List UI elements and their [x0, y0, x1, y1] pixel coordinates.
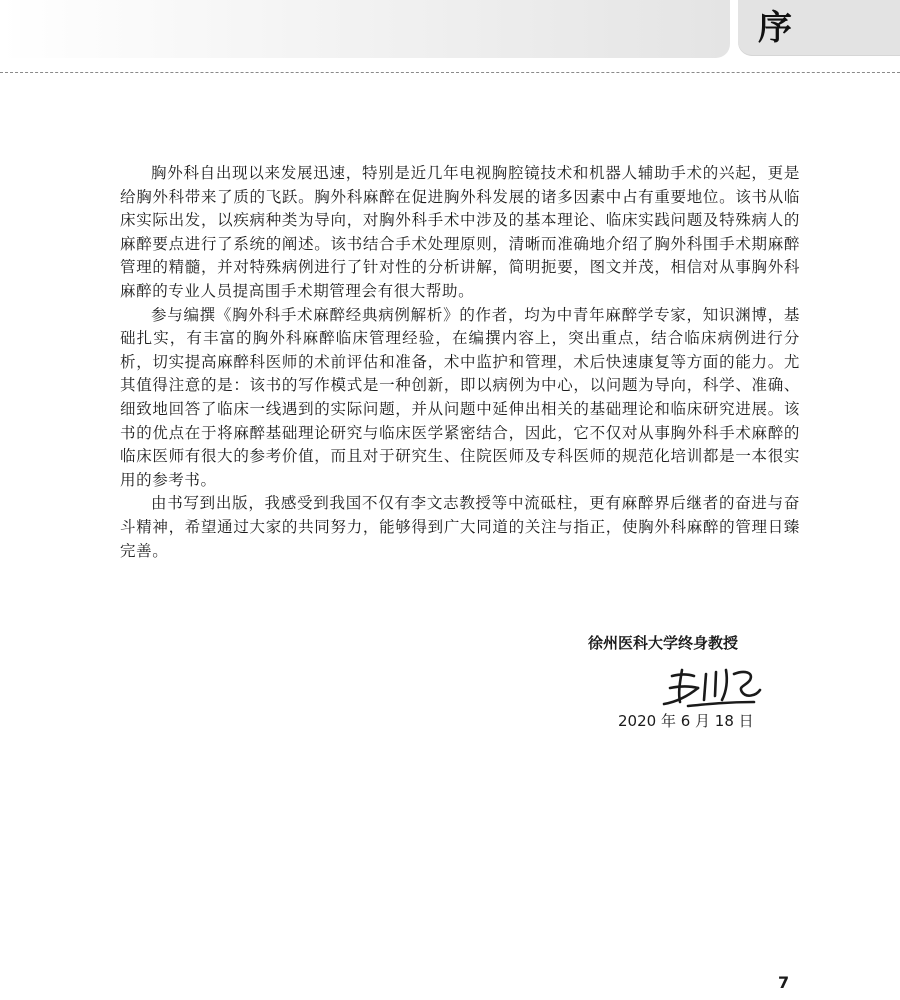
signature-date: 2020 年 6 月 18 日 — [618, 712, 754, 730]
author-affiliation: 徐州医科大学终身教授 — [588, 634, 739, 652]
preface-paragraph-3: 由书写到出版，我感受到我国不仅有李文志教授等中流砥柱，更有麻醉界后继者的奋进与奋斗精神，希望通过大家的共同努力，能够得到广大同道的关注与指正，使胸外科麻醉的管理日臻完善。 — [120, 494, 800, 560]
preface-paragraph-1: 胸外科自出现以来发展迅速，特别是近几年电视胸腔镜技术和机器人辅助手术的兴起，更是给胸外科带来了质的飞跃。胸外科麻醉在促进胸外科发展的诸多因素中占有重要地位。该书从临床实际出发，以疾病种类为导向，对胸外科手术中涉及的基本理论、临床实践问题及特殊病人的麻醉要点进行了系统的阐述。该书结合手术处理原则，清晰而准确地介绍了胸外科围手术期麻醉管理的精髓，并对特殊病例进行了针对性的分析讲解，简明扼要，图文并茂，相信对从事胸外科麻醉的专业人员提高围手术期管理会有很大帮助。 — [120, 164, 800, 300]
section-title: 序 — [758, 8, 792, 48]
preface-body — [120, 162, 800, 563]
header-dotted-rule — [0, 72, 900, 73]
page-number: 7 — [778, 973, 790, 992]
header-band — [0, 0, 730, 58]
section-tab — [738, 0, 900, 56]
handwritten-signature — [658, 662, 768, 712]
preface-paragraph-2: 参与编撰《胸外科手术麻醉经典病例解析》的作者，均为中青年麻醉学专家，知识渊博，基础扎实，有丰富的胸外科麻醉临床管理经验，在编撰内容上，突出重点，结合临床病例进行分析，切实提高麻醉科医师的术前评估和准备，术中监护和管理，术后快速康复等方面的能力。尤其值得注意的是：该书的写作模式是一种创新，即以病例为中心，以问题为导向，科学、准确、细致地回答了临床一线遇到的实际问题，并从问题中延伸出相关的基础理论和临床研究进展。该书的优点在于将麻醉基础理论研究与临床医学紧密结合，因此，它不仅对从事胸外科手术麻醉的临床医师有很大的参考价值，而且对于研究生、住院医师及专科医师的规范化培训都是一本很实用的参考书。 — [120, 305, 800, 489]
